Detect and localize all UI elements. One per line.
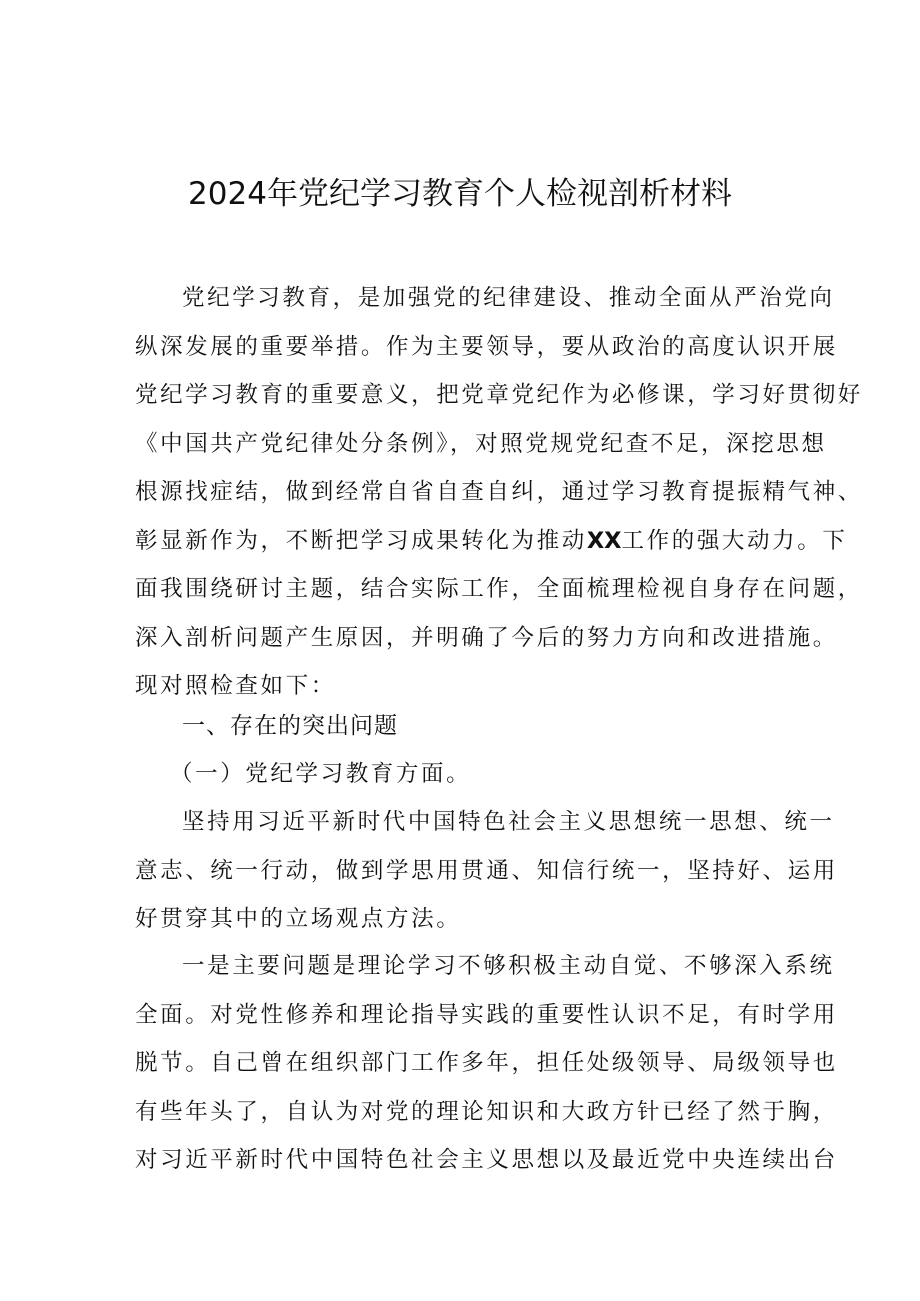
paragraph-line: 彰显新作为，不断把学习成果转化为推动XX工作的强大动力。下: [135, 527, 848, 554]
paragraph-line: 有些年头了，自认为对党的理论知识和大政方针已经了然于胸，: [135, 1098, 838, 1125]
section-heading: 一、存在的突出问题: [182, 713, 398, 739]
paragraph-line: 意志、统一行动，做到学思用贯通、知信行统一，坚持好、运用: [135, 857, 838, 884]
paragraph-line: 纵深发展的重要举措。作为主要领导，要从政治的高度认识开展: [135, 333, 838, 360]
subsection-heading: （一）党纪学习教育方面。: [170, 761, 472, 787]
paragraph-line: 面我围绕研讨主题，结合实际工作，全面梳理检视自身存在问题，: [135, 576, 863, 602]
paragraph-line: 《中国共产党纪律处分条例》，对照党规党纪查不足，深挖思想: [135, 430, 827, 457]
paragraph-line: 一是主要问题是理论学习不够积极主动自觉、不够深入系统: [182, 953, 835, 979]
intro-paragraph: [135, 274, 863, 711]
paragraph-line: 对习近平新时代中国特色社会主义思想以及最近党中央连续出台: [135, 1147, 838, 1173]
document-title: 2024年党纪学习教育个人检视剖析材料: [188, 176, 732, 212]
paragraph-3: [135, 942, 838, 1185]
paragraph-line: 现对照检查如下：: [135, 673, 336, 699]
paragraph-line: 党纪学习教育的重要意义，把党章党纪作为必修课，学习好贯彻好: [135, 382, 863, 408]
paragraph-line: 坚持用习近平新时代中国特色社会主义思想统一思想、统一: [182, 809, 835, 835]
paragraph-line: 深入剖析问题产生原因，并明确了今后的努力方向和改进措施。: [135, 624, 838, 651]
paragraph-2: [135, 798, 838, 944]
paragraph-line: 根源找症结，做到经常自省自查自纠，通过学习教育提振精气神、: [135, 479, 863, 505]
paragraph-line: 好贯穿其中的立场观点方法。: [135, 906, 462, 932]
paragraph-line: 党纪学习教育，是加强党的纪律建设、推动全面从严治党向: [182, 285, 835, 311]
paragraph-line: 脱节。自己曾在组织部门工作多年，担任处级领导、局级领导也: [135, 1050, 838, 1076]
paragraph-line: 全面。对党性修养和理论指导实践的重要性认识不足，有时学用: [135, 1001, 838, 1028]
